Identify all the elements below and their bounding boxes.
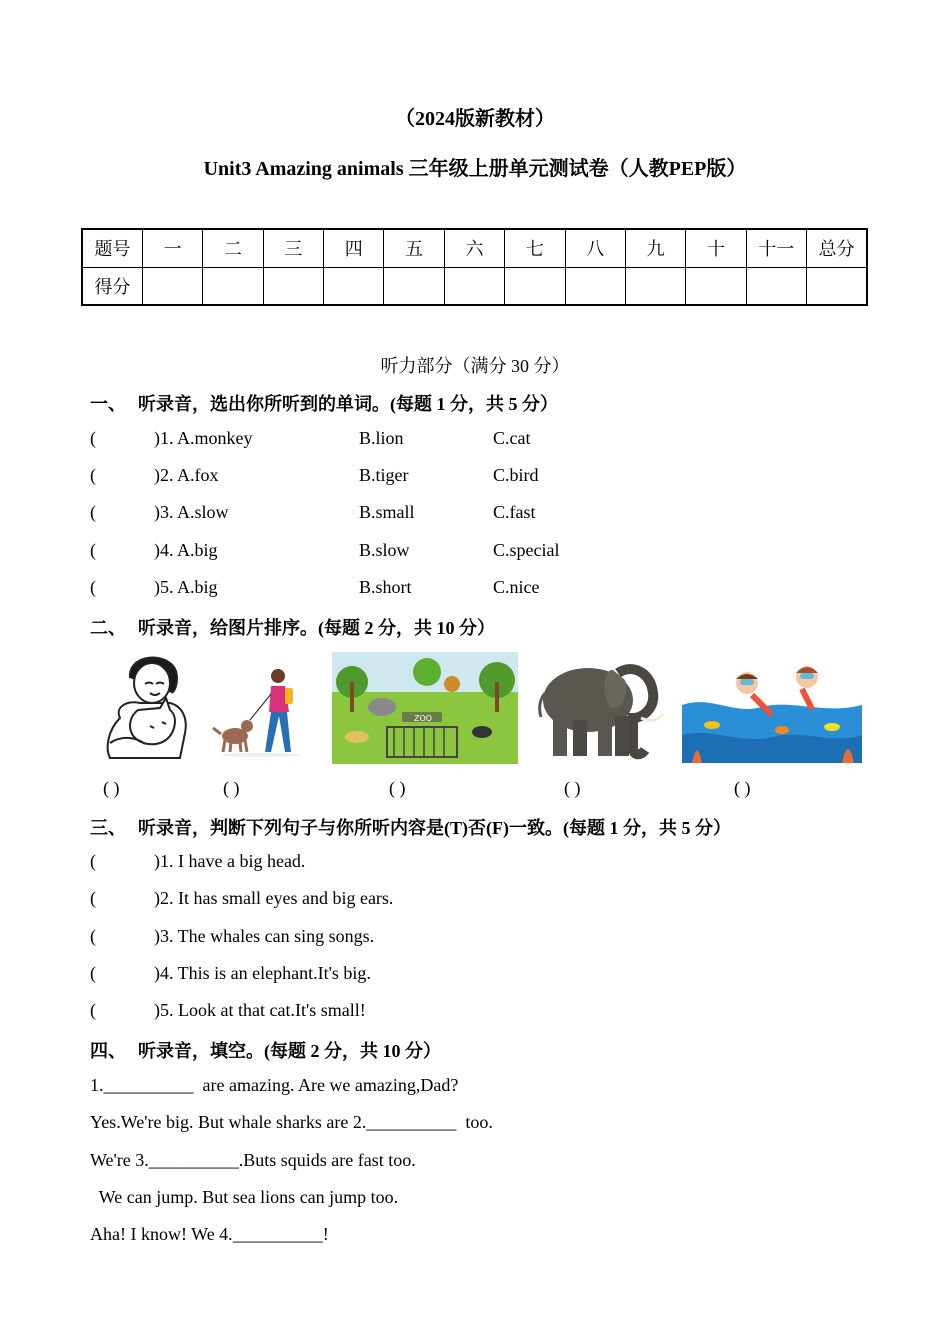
exam-title: Unit3 Amazing animals 三年级上册单元测试卷（人教PEP版）	[203, 158, 747, 180]
score-table-cell: 四	[324, 229, 384, 267]
fill-text: We're 3.	[90, 1150, 149, 1170]
score-input-cell[interactable]	[444, 267, 504, 305]
option-c: C.bird	[493, 465, 539, 485]
woman-walking-dog-image	[205, 660, 315, 760]
fill-line-1	[90, 1075, 458, 1096]
section2-title: 听录音，给图片排序。(每题 2 分，共 10 分）	[138, 618, 495, 638]
option-b: B.tiger	[359, 465, 409, 485]
section3-number: 三、	[90, 818, 126, 838]
fill-text: Aha! I know! We 4.	[90, 1224, 233, 1244]
option-c: C.nice	[493, 577, 540, 597]
section3-heading	[90, 814, 731, 840]
fill-text: 1.	[90, 1075, 104, 1095]
listening-part-title: 听力部分（满分 30 分）	[380, 356, 570, 376]
statement-text: )2. It has small eyes and big ears.	[154, 888, 394, 908]
score-table-cell: 十一	[746, 229, 806, 267]
option-a: )2. A.fox	[154, 465, 219, 485]
statement-text: )3. The whales can sing songs.	[154, 926, 375, 946]
answer-blank[interactable]: (	[90, 428, 96, 448]
list-item	[90, 926, 374, 947]
picture-order-blank-4[interactable]: ( )	[564, 778, 581, 798]
answer-blank[interactable]: (	[90, 465, 96, 485]
statement-text: )4. This is an elephant.It's big.	[154, 963, 371, 983]
section1-title: 听录音，选出你所听到的单词。(每题 1 分，共 5 分）	[138, 394, 558, 414]
option-a: )5. A.big	[154, 577, 218, 597]
score-table-cell: 二	[203, 229, 263, 267]
score-input-cell[interactable]	[263, 267, 323, 305]
list-item	[90, 428, 531, 449]
option-b: B.slow	[359, 540, 410, 560]
section3-title: 听录音，判断下列句子与你所听内容是(T)否(F)一致。(每题 1 分，共 5 分）	[138, 818, 731, 838]
list-item	[90, 540, 559, 561]
answer-blank[interactable]: (	[90, 926, 96, 946]
section2-number: 二、	[90, 618, 126, 638]
score-table-cell: 三	[263, 229, 323, 267]
answer-blank[interactable]: (	[90, 502, 96, 522]
score-table-score-row	[82, 267, 867, 305]
answer-blank[interactable]: (	[90, 540, 96, 560]
zoo-scene-image	[332, 652, 518, 764]
fill-blank-1[interactable]: __________	[103, 1075, 194, 1095]
fill-text: Yes.We're big. But whale sharks are 2.	[90, 1112, 367, 1132]
score-table-cell: 六	[444, 229, 504, 267]
option-a: )3. A.slow	[154, 502, 229, 522]
option-c: C.fast	[493, 502, 536, 522]
option-c: C.cat	[493, 428, 531, 448]
score-row-label: 得分	[82, 267, 142, 305]
fill-text: !	[322, 1224, 329, 1244]
score-table-header-row	[82, 229, 867, 267]
section4-title: 听录音，填空。(每题 2 分，共 10 分）	[138, 1041, 441, 1061]
section1-heading	[90, 390, 558, 416]
option-b: B.lion	[359, 428, 404, 448]
score-table-cell: 题号	[82, 229, 142, 267]
list-item	[90, 502, 536, 523]
man-hugging-cat-image	[100, 648, 190, 763]
score-input-cell[interactable]	[384, 267, 444, 305]
fill-blank-2[interactable]: __________	[366, 1112, 457, 1132]
fill-blank-4[interactable]: __________	[232, 1224, 323, 1244]
picture-order-blank-1[interactable]: ( )	[103, 778, 120, 798]
fill-line-4: We can jump. But sea lions can jump too.	[90, 1187, 399, 1207]
score-input-cell[interactable]	[625, 267, 685, 305]
list-item	[90, 465, 539, 486]
option-b: B.short	[359, 577, 412, 597]
fill-blank-3[interactable]: __________	[148, 1150, 239, 1170]
score-input-cell[interactable]	[203, 267, 263, 305]
elephant-image	[533, 648, 666, 763]
list-item	[90, 851, 305, 872]
fill-text: too.	[456, 1112, 493, 1132]
list-item	[90, 577, 540, 598]
score-table-cell: 九	[625, 229, 685, 267]
score-input-cell[interactable]	[324, 267, 384, 305]
option-c: C.special	[493, 540, 560, 560]
section4-number: 四、	[90, 1041, 126, 1061]
answer-blank[interactable]: (	[90, 888, 96, 908]
score-table-cell: 七	[505, 229, 565, 267]
score-table	[81, 228, 868, 306]
fill-line-2	[90, 1112, 493, 1133]
option-b: B.small	[359, 502, 415, 522]
list-item	[90, 888, 393, 909]
score-table-cell: 五	[384, 229, 444, 267]
svg-text:ZOO: ZOO	[414, 714, 433, 723]
list-item	[90, 963, 371, 984]
picture-order-blank-5[interactable]: ( )	[734, 778, 751, 798]
exam-edition-title: （2024版新教材）	[395, 108, 555, 130]
answer-blank[interactable]: (	[90, 851, 96, 871]
kids-swimming-underwater-image	[682, 655, 862, 763]
score-input-cell[interactable]	[505, 267, 565, 305]
answer-blank[interactable]: (	[90, 577, 96, 597]
answer-blank[interactable]: (	[90, 963, 96, 983]
picture-order-blank-3[interactable]: ( )	[389, 778, 406, 798]
score-input-cell[interactable]	[807, 267, 868, 305]
statement-text: )5. Look at that cat.It's small!	[154, 1000, 366, 1020]
option-a: )4. A.big	[154, 540, 218, 560]
statement-text: )1. I have a big head.	[154, 851, 306, 871]
list-item	[90, 1000, 366, 1021]
fill-text: .Buts squids are fast too.	[238, 1150, 416, 1170]
score-input-cell[interactable]	[746, 267, 806, 305]
score-table-cell: 总分	[807, 229, 868, 267]
answer-blank[interactable]: (	[90, 1000, 96, 1020]
fill-text: are amazing. Are we amazing,Dad?	[193, 1075, 459, 1095]
score-input-cell[interactable]	[686, 267, 746, 305]
score-table-cell: 十	[686, 229, 746, 267]
fill-line-3	[90, 1150, 416, 1171]
fill-line-5	[90, 1224, 329, 1245]
score-input-cell[interactable]	[565, 267, 625, 305]
section4-heading	[90, 1037, 441, 1063]
score-table-cell: 一	[142, 229, 202, 267]
section1-number: 一、	[90, 394, 126, 414]
section2-heading	[90, 614, 495, 640]
option-a: )1. A.monkey	[154, 428, 253, 448]
score-input-cell[interactable]	[142, 267, 202, 305]
picture-order-blank-2[interactable]: ( )	[223, 778, 240, 798]
score-table-cell: 八	[565, 229, 625, 267]
